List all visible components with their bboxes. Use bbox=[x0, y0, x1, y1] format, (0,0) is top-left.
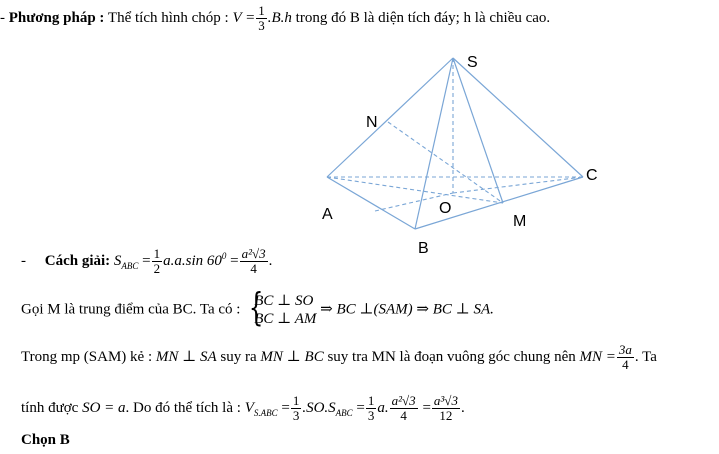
line3-formula-3: MN = bbox=[579, 348, 616, 365]
volume-eq-3: = bbox=[422, 399, 431, 416]
method-dash: - bbox=[0, 9, 5, 26]
method-formula-lhs: V = bbox=[232, 9, 256, 26]
line3-text-1: Trong mp (SAM) kẻ : bbox=[21, 348, 153, 365]
volume-fraction-4: $\frac{\text{a³√3}}{12}$ bbox=[433, 393, 458, 423]
line-4 bbox=[21, 394, 465, 423]
label-A: A bbox=[322, 206, 333, 223]
line4-end: . bbox=[460, 399, 465, 416]
half-fraction: $\frac{1}{2}$ bbox=[153, 246, 161, 276]
mn-fraction: $\frac{3a}{4}$ bbox=[618, 342, 632, 372]
line-2 bbox=[21, 285, 494, 329]
volume-mid: $.SO.S_{ABC}$ bbox=[302, 399, 353, 418]
volume-fraction-1: $\frac{1}{3}$ bbox=[292, 393, 300, 423]
method-fraction: $\frac{1}{3}$ bbox=[258, 3, 265, 33]
solution-dash: - bbox=[21, 252, 26, 269]
method-formula-rhs: .B.h bbox=[267, 9, 292, 26]
solution-line: - Cách giải: $S_{ABC}$ = $\frac{1}{2}$ a.a.sin $60^0$ = $\frac{\text{a²√3}}{4}$ . bbox=[21, 246, 273, 276]
label-C: C bbox=[586, 167, 598, 184]
figure-lines bbox=[327, 58, 583, 229]
volume-lhs: $V_{S.ABC}$ bbox=[244, 399, 278, 418]
system-brace: { bbox=[249, 285, 264, 329]
line3-formula-2: MN ⊥ BC bbox=[260, 348, 324, 365]
line2-text: Gọi M là trung điểm của BC. Ta có : bbox=[21, 301, 241, 318]
edge-SC bbox=[453, 58, 583, 177]
system-row-2: BC ⊥ AM bbox=[254, 311, 317, 327]
area-mid: a.a.sin $60^0$ bbox=[163, 250, 227, 269]
segment-SM bbox=[453, 58, 503, 203]
line4-text-1: tính được bbox=[21, 399, 79, 416]
label-S: S bbox=[467, 54, 478, 71]
line3-text-2: suy ra bbox=[220, 348, 257, 365]
volume-fraction-3: $\frac{\text{a²√3}}{4}$ bbox=[391, 393, 416, 423]
perpendicular-system bbox=[244, 285, 317, 329]
volume-eq-2: = bbox=[356, 399, 365, 416]
line4-text-2: . Do đó thể tích là : bbox=[125, 399, 241, 416]
line3-formula-1: MN ⊥ SA bbox=[155, 348, 217, 365]
label-M: M bbox=[513, 213, 527, 230]
line3-text-4: . Ta bbox=[634, 348, 657, 365]
edge-AB bbox=[327, 177, 415, 229]
area-fraction: $\frac{\text{a²√3}}{4}$ bbox=[241, 246, 266, 276]
volume-fraction-2: $\frac{1}{3}$ bbox=[367, 393, 375, 423]
line3-text-3: suy tra MN là đoạn vuông góc chung nên bbox=[327, 348, 576, 365]
volume-eq: = bbox=[281, 399, 290, 416]
method-label: Phương pháp : bbox=[8, 9, 105, 26]
edge-SA bbox=[327, 58, 453, 177]
label-O: O bbox=[439, 200, 452, 217]
volume-a: a. bbox=[377, 399, 389, 416]
hidden-line-2 bbox=[453, 177, 583, 193]
method-text-2: trong đó B là diện tích đáy; h là chiều cao. bbox=[295, 9, 551, 26]
label-B: B bbox=[418, 240, 429, 257]
line4-formula-1: SO = a bbox=[82, 399, 126, 416]
label-N: N bbox=[366, 114, 378, 131]
segment-NM-hidden bbox=[388, 122, 503, 203]
area-eq-2: = bbox=[230, 252, 239, 269]
solution-label: Cách giải: bbox=[44, 252, 111, 269]
area-eq: = bbox=[142, 252, 151, 269]
figure-hidden-lines bbox=[327, 58, 583, 211]
area-lhs: $S_{ABC}$ bbox=[113, 252, 139, 271]
system-row-1: BC ⊥ SO bbox=[254, 293, 314, 309]
line2-implication: ⇒ BC ⊥(SAM) ⇒ BC ⊥ SA. bbox=[320, 301, 494, 318]
line-3 bbox=[21, 343, 657, 372]
method-text-1: Thể tích hình chóp : bbox=[107, 9, 229, 26]
answer: Chọn B bbox=[21, 432, 70, 448]
